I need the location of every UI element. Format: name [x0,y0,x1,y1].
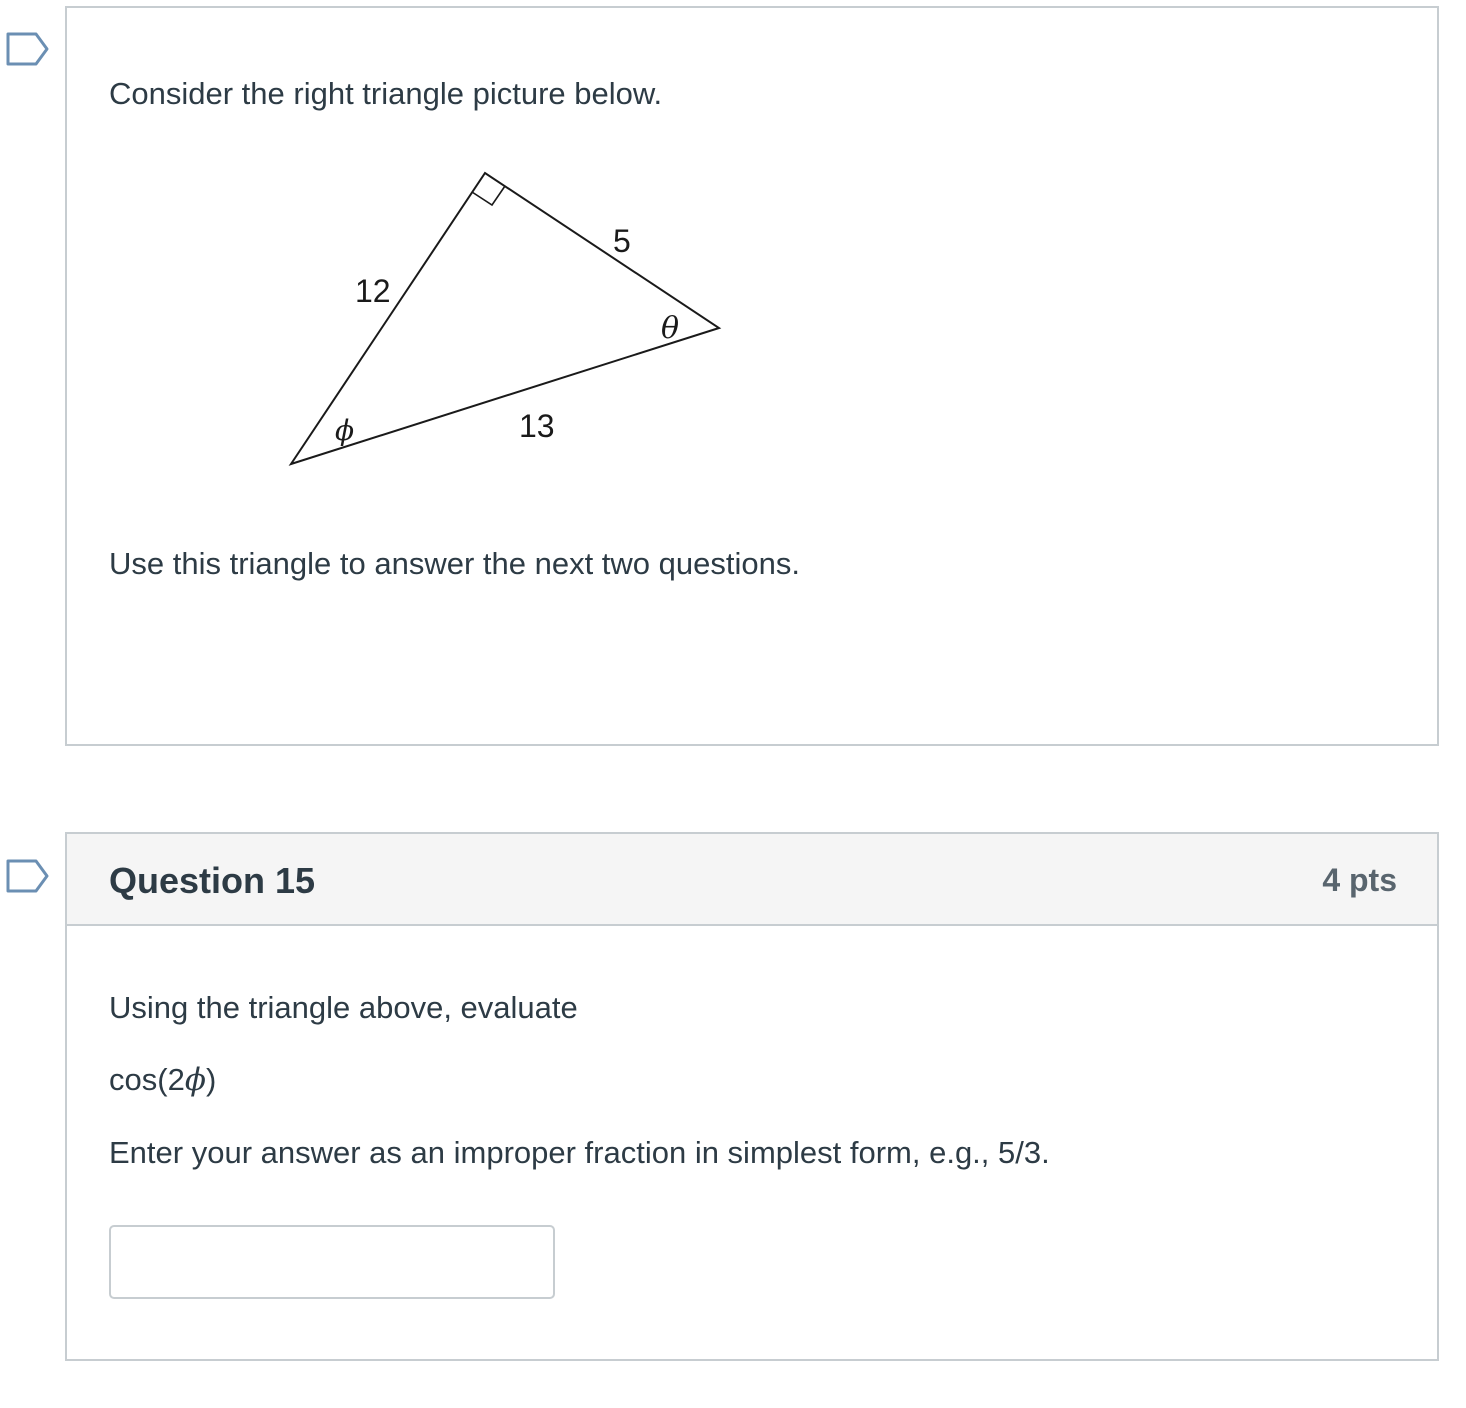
angle-label-theta: θ [661,311,680,346]
question-expression [109,1062,216,1098]
expression-suffix: ) [205,1062,217,1097]
intro-instruction: Use this triangle to answer the next two questions. [109,546,800,581]
flag-question-15-icon[interactable] [6,859,50,893]
answer-input[interactable] [109,1225,555,1299]
question-card [65,832,1439,1361]
right-angle-marker [472,186,505,205]
angle-label-phi: ϕ [335,414,355,447]
question-lead: Using the triangle above, evaluate [109,990,578,1025]
triangle-diagram [217,168,737,488]
question-points: 4 pts [1322,862,1397,898]
side-label-13: 13 [519,408,555,444]
flag-question-icon[interactable] [6,32,50,66]
question-header [67,834,1437,926]
intro-prompt: Consider the right triangle picture below. [109,76,663,111]
question-instructions: Enter your answer as an improper fraction in simplest form, e.g., 5/3. [109,1135,1050,1170]
expression-phi: ϕ [184,1062,206,1098]
side-label-12: 12 [355,273,391,309]
triangle-shape [291,173,719,464]
expression-prefix: cos(2 [109,1062,185,1097]
triangle-figure [217,168,737,488]
side-label-5: 5 [613,223,631,259]
question-title: Question 15 [109,860,316,901]
intro-card [65,6,1439,746]
